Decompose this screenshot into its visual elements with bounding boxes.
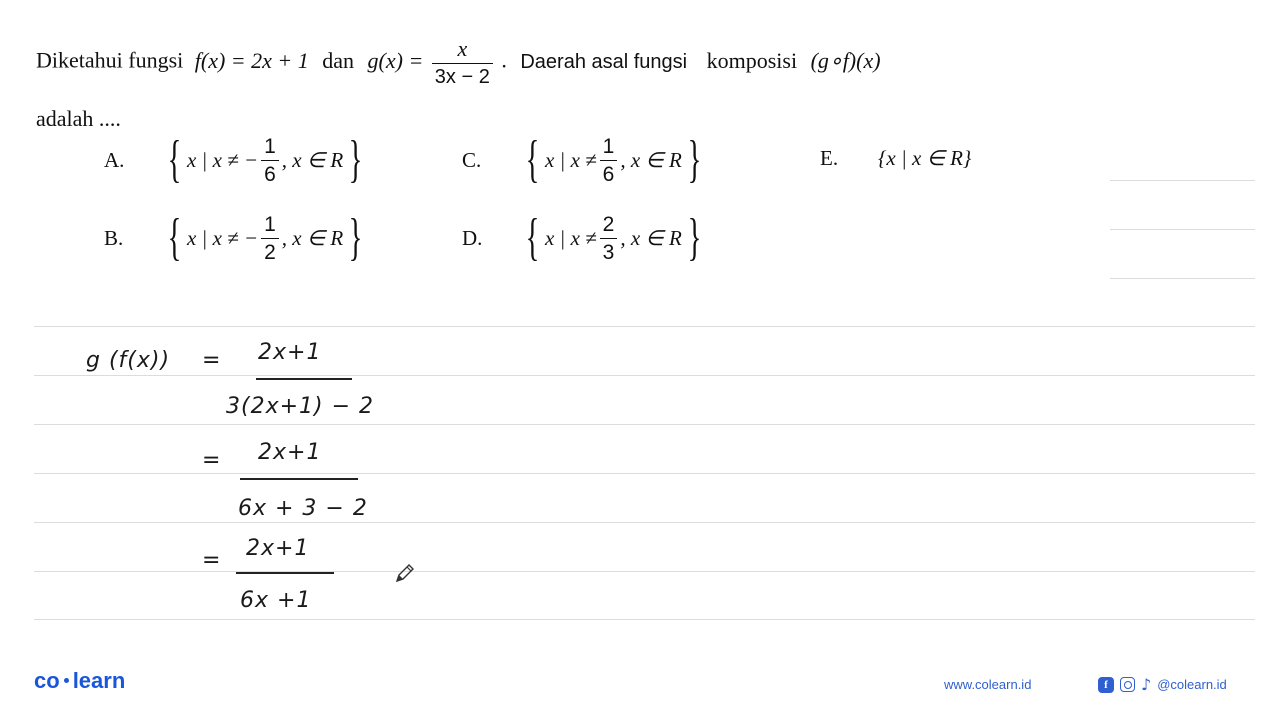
option-fraction <box>261 136 279 185</box>
colearn-logo <box>34 668 125 694</box>
question-line <box>36 38 881 87</box>
ruled-line <box>34 424 1255 425</box>
option-c[interactable] <box>462 131 707 188</box>
option-num: 1 <box>264 134 276 158</box>
option-label: A. <box>104 147 125 172</box>
logo-learn: learn <box>72 668 126 693</box>
option-a[interactable] <box>104 131 368 188</box>
option-label: E. <box>820 146 839 170</box>
pencil-icon[interactable] <box>394 562 416 589</box>
option-post: , x ∈ R <box>281 225 344 250</box>
ruled-line <box>34 522 1255 523</box>
social-links <box>1098 675 1227 694</box>
option-fraction <box>600 214 618 263</box>
brace-close: } <box>687 131 702 188</box>
ruled-line <box>1110 180 1255 181</box>
option-e[interactable] <box>820 146 971 171</box>
option-den: 2 <box>261 238 279 263</box>
period: . <box>501 47 507 73</box>
brace-close: } <box>687 209 702 266</box>
option-text: {x | x ∈ R} <box>878 146 972 170</box>
ruled-line <box>34 375 1255 376</box>
logo-co: co <box>34 668 60 693</box>
work-den-1: 3(2x+1) − 2 <box>226 394 375 419</box>
option-fraction <box>261 214 279 263</box>
ruled-line <box>1110 229 1255 230</box>
brace-close: } <box>348 131 363 188</box>
option-pre: x | x ≠ <box>544 147 597 172</box>
brace-open: { <box>525 209 540 266</box>
option-num: 1 <box>264 212 276 236</box>
g-fraction <box>432 38 493 87</box>
option-pre: x | x ≠ − <box>186 225 259 250</box>
brace-open: { <box>525 131 540 188</box>
option-b[interactable] <box>104 209 368 266</box>
option-d[interactable] <box>462 209 707 266</box>
work-eq-3: = <box>202 548 222 573</box>
g-lhs: g(x) = <box>367 47 424 73</box>
facebook-icon[interactable]: f <box>1098 677 1114 693</box>
work-den-3: 6x +1 <box>240 588 312 613</box>
option-num: 1 <box>602 134 615 158</box>
work-num-2: 2x+1 <box>258 440 322 465</box>
option-post: , x ∈ R <box>620 147 682 172</box>
ruled-line <box>34 326 1255 327</box>
tiktok-icon[interactable]: ♪ <box>1141 675 1152 694</box>
brace-close: } <box>348 209 363 266</box>
fraction-bar-2 <box>240 478 358 480</box>
work-num-3: 2x+1 <box>246 536 310 561</box>
ruled-line <box>34 619 1255 620</box>
ruled-line <box>1110 278 1255 279</box>
option-pre: x | x ≠ − <box>186 147 259 172</box>
option-post: , x ∈ R <box>281 147 344 172</box>
instagram-icon[interactable] <box>1120 677 1135 692</box>
f-definition: f(x) = 2x + 1 <box>194 47 309 73</box>
fraction-bar-1 <box>256 378 352 380</box>
composition: (g∘f)(x) <box>810 47 881 73</box>
work-lhs: g (f(x)) <box>86 348 171 373</box>
social-handle[interactable]: @colearn.id <box>1157 677 1227 692</box>
work-eq-2: = <box>202 448 222 473</box>
option-label: C. <box>462 147 482 172</box>
fraction-bar-3 <box>236 572 334 574</box>
logo-dot <box>64 678 69 683</box>
option-den: 6 <box>600 160 618 185</box>
g-numerator: x <box>457 36 468 61</box>
brace-open: { <box>167 209 182 266</box>
option-num: 2 <box>602 212 615 236</box>
option-den: 3 <box>600 238 618 263</box>
brace-open: { <box>167 131 182 188</box>
option-fraction <box>600 136 618 185</box>
work-num-1: 2x+1 <box>258 340 322 365</box>
adalah-text: adalah .... <box>36 106 121 131</box>
conj-dan: dan <box>322 47 355 73</box>
option-label: B. <box>104 225 124 250</box>
komposisi-text: komposisi <box>706 47 798 73</box>
option-label: D. <box>462 225 483 250</box>
g-denominator: 3x − 2 <box>432 63 493 87</box>
question-intro: Diketahui fungsi <box>36 47 184 73</box>
option-pre: x | x ≠ <box>544 225 597 250</box>
option-den: 6 <box>261 160 279 185</box>
option-post: , x ∈ R <box>620 225 682 250</box>
ruled-line <box>34 473 1255 474</box>
daerah-text: Daerah asal fungsi <box>520 50 688 73</box>
website-link[interactable]: www.colearn.id <box>944 677 1032 692</box>
work-den-2: 6x + 3 − 2 <box>238 496 368 521</box>
work-eq-1: = <box>202 348 222 373</box>
